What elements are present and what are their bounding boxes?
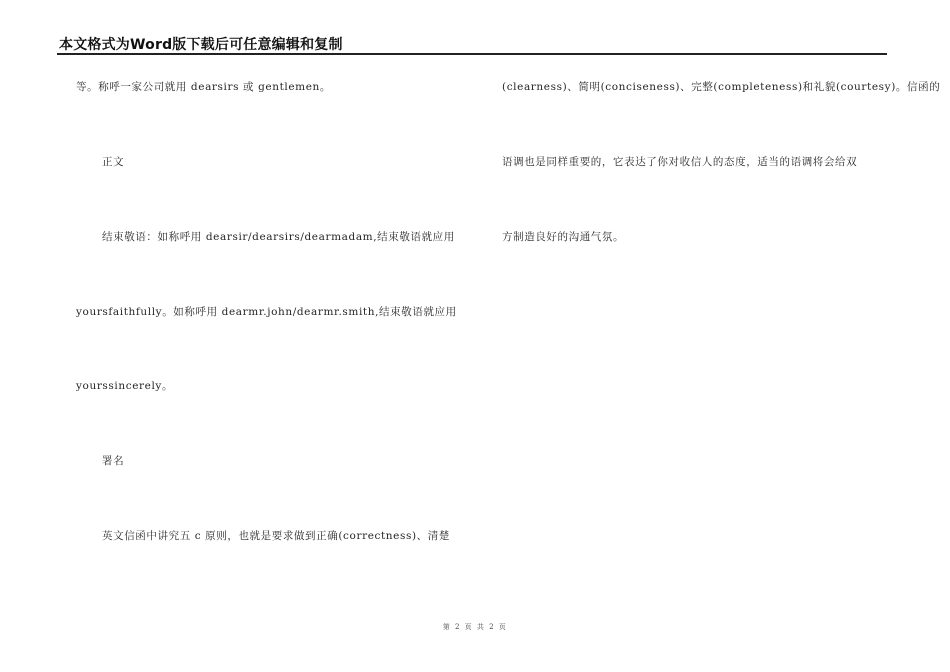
document-header-title: 本文格式为Word版下载后可任意编辑和复制 xyxy=(59,37,343,53)
left-paragraph-body-heading: 正文 xyxy=(102,156,125,168)
left-paragraph-five-c-principle: 英文信函中讲究五 c 原则，也就是要求做到正确(correctness)、清楚 xyxy=(102,530,450,542)
left-paragraph-closing-intro: 结束敬语：如称呼用 dearsir/dearsirs/dearmadam,结束敬语就应用 xyxy=(102,231,455,243)
left-paragraph-salutation-company: 等。称呼一家公司就用 dearsirs 或 gentlemen。 xyxy=(76,81,332,93)
header-divider xyxy=(57,53,887,55)
right-paragraph-tone: 语调也是同样重要的，它表达了你对收信人的态度，适当的语调将会给双 xyxy=(502,156,858,168)
left-paragraph-closing-faithfully: yoursfaithfully。如称呼用 dearmr.john/dearmr.smith,结束敬语就应用 xyxy=(76,306,457,318)
right-paragraph-atmosphere: 方制造良好的沟通气氛。 xyxy=(502,231,625,243)
left-paragraph-closing-sincerely: yourssincerely。 xyxy=(76,380,174,392)
right-paragraph-five-c-continued: (clearness)、简明(conciseness)、完整(completeness)和礼貌(courtesy)。信函的 xyxy=(502,81,941,93)
page-number-footer: 第 2 页 共 2 页 xyxy=(442,623,508,631)
left-paragraph-signature-heading: 署名 xyxy=(102,455,125,467)
